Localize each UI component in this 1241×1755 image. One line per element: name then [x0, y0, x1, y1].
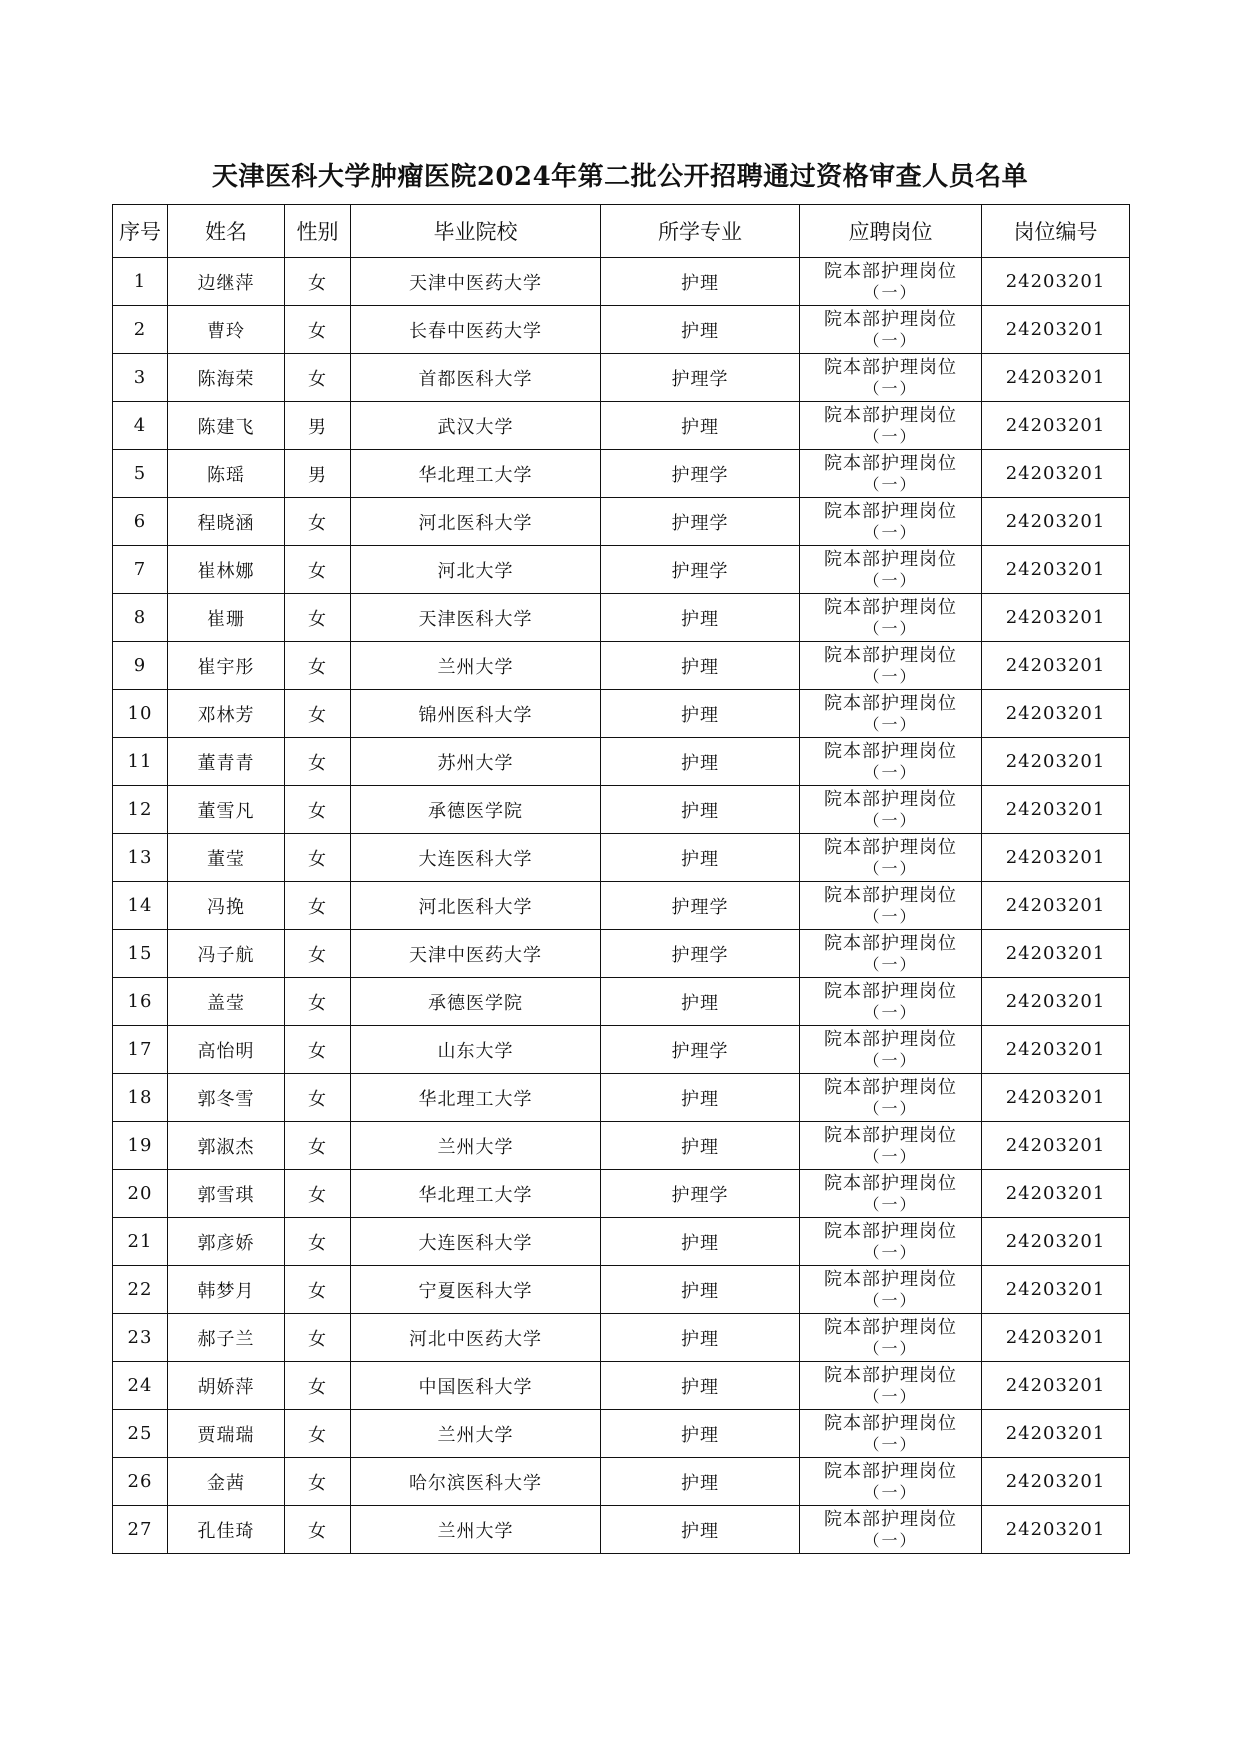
cell-major: 护理学 [601, 1026, 800, 1074]
cell-no: 18 [113, 1074, 168, 1122]
post-title: 院本部护理岗位 [824, 308, 957, 330]
cell-school: 苏州大学 [351, 738, 601, 786]
cell-gender: 女 [285, 1506, 351, 1554]
table-row [113, 882, 1130, 930]
cell-major: 护理 [601, 1314, 800, 1362]
cell-no: 24 [113, 1362, 168, 1410]
post-title: 院本部护理岗位 [824, 692, 957, 714]
cell-no: 27 [113, 1506, 168, 1554]
cell-code: 24203201 [982, 1218, 1130, 1266]
post-subtitle: （一） [863, 1290, 918, 1310]
cell-gender: 女 [285, 690, 351, 738]
cell-name: 董青青 [168, 738, 285, 786]
cell-no: 23 [113, 1314, 168, 1362]
cell-code: 24203201 [982, 498, 1130, 546]
cell-no: 17 [113, 1026, 168, 1074]
cell-no: 3 [113, 354, 168, 402]
cell-name: 陈海荣 [168, 354, 285, 402]
cell-no: 20 [113, 1170, 168, 1218]
cell-code: 24203201 [982, 306, 1130, 354]
cell-school: 天津中医药大学 [351, 930, 601, 978]
cell-post [800, 1458, 982, 1506]
cell-gender: 女 [285, 258, 351, 306]
cell-gender: 女 [285, 882, 351, 930]
cell-post [800, 354, 982, 402]
cell-post [800, 402, 982, 450]
cell-post [800, 594, 982, 642]
cell-name: 胡娇萍 [168, 1362, 285, 1410]
cell-gender: 女 [285, 306, 351, 354]
cell-name: 郭雪琪 [168, 1170, 285, 1218]
cell-school: 天津中医药大学 [351, 258, 601, 306]
cell-name: 边继萍 [168, 258, 285, 306]
post-subtitle: （一） [863, 810, 918, 830]
table-row [113, 1218, 1130, 1266]
post-subtitle: （一） [863, 1434, 918, 1454]
cell-major: 护理 [601, 402, 800, 450]
post-title: 院本部护理岗位 [824, 980, 957, 1002]
table-row [113, 930, 1130, 978]
cell-no: 6 [113, 498, 168, 546]
post-subtitle: （一） [863, 618, 918, 638]
post-title: 院本部护理岗位 [824, 836, 957, 858]
post-subtitle: （一） [863, 714, 918, 734]
cell-post [800, 1506, 982, 1554]
cell-no: 19 [113, 1122, 168, 1170]
post-subtitle: （一） [863, 1482, 918, 1502]
table-row [113, 642, 1130, 690]
cell-school: 天津医科大学 [351, 594, 601, 642]
cell-code: 24203201 [982, 1026, 1130, 1074]
cell-post [800, 498, 982, 546]
cell-code: 24203201 [982, 258, 1130, 306]
post-title: 院本部护理岗位 [824, 596, 957, 618]
cell-major: 护理 [601, 1410, 800, 1458]
cell-school: 武汉大学 [351, 402, 601, 450]
cell-major: 护理 [601, 1506, 800, 1554]
cell-name: 崔林娜 [168, 546, 285, 594]
cell-major: 护理 [601, 978, 800, 1026]
cell-major: 护理 [601, 642, 800, 690]
cell-code: 24203201 [982, 546, 1130, 594]
cell-post [800, 1074, 982, 1122]
post-subtitle: （一） [863, 1002, 918, 1022]
cell-major: 护理学 [601, 450, 800, 498]
cell-name: 曹玲 [168, 306, 285, 354]
cell-school: 河北医科大学 [351, 498, 601, 546]
cell-post [800, 1362, 982, 1410]
post-title: 院本部护理岗位 [824, 740, 957, 762]
cell-no: 9 [113, 642, 168, 690]
cell-code: 24203201 [982, 594, 1130, 642]
cell-post [800, 642, 982, 690]
cell-major: 护理学 [601, 546, 800, 594]
cell-gender: 女 [285, 786, 351, 834]
cell-school: 首都医科大学 [351, 354, 601, 402]
post-title: 院本部护理岗位 [824, 356, 957, 378]
table-row [113, 306, 1130, 354]
cell-major: 护理 [601, 690, 800, 738]
cell-name: 冯子航 [168, 930, 285, 978]
cell-school: 长春中医药大学 [351, 306, 601, 354]
cell-school: 华北理工大学 [351, 1170, 601, 1218]
cell-gender: 女 [285, 1410, 351, 1458]
cell-no: 4 [113, 402, 168, 450]
cell-code: 24203201 [982, 1458, 1130, 1506]
post-title: 院本部护理岗位 [824, 932, 957, 954]
cell-code: 24203201 [982, 1266, 1130, 1314]
cell-name: 董莹 [168, 834, 285, 882]
post-subtitle: （一） [863, 666, 918, 686]
cell-no: 11 [113, 738, 168, 786]
cell-major: 护理学 [601, 498, 800, 546]
table-row [113, 834, 1130, 882]
cell-no: 14 [113, 882, 168, 930]
cell-post [800, 450, 982, 498]
cell-school: 河北大学 [351, 546, 601, 594]
cell-major: 护理 [601, 1458, 800, 1506]
cell-major: 护理学 [601, 930, 800, 978]
cell-major: 护理学 [601, 1170, 800, 1218]
cell-school: 兰州大学 [351, 1410, 601, 1458]
post-subtitle: （一） [863, 378, 918, 398]
cell-major: 护理 [601, 1218, 800, 1266]
table-row [113, 1266, 1130, 1314]
table-row [113, 1170, 1130, 1218]
cell-post [800, 786, 982, 834]
cell-name: 陈建飞 [168, 402, 285, 450]
cell-gender: 女 [285, 1026, 351, 1074]
post-subtitle: （一） [863, 1146, 918, 1166]
table-row [113, 450, 1130, 498]
cell-post [800, 738, 982, 786]
post-title: 院本部护理岗位 [824, 452, 957, 474]
cell-name: 冯挽 [168, 882, 285, 930]
post-title: 院本部护理岗位 [824, 500, 957, 522]
post-subtitle: （一） [863, 1530, 918, 1550]
cell-code: 24203201 [982, 354, 1130, 402]
cell-name: 邓林芳 [168, 690, 285, 738]
cell-name: 盖莹 [168, 978, 285, 1026]
post-subtitle: （一） [863, 522, 918, 542]
cell-post [800, 1218, 982, 1266]
cell-name: 崔珊 [168, 594, 285, 642]
post-title: 院本部护理岗位 [824, 644, 957, 666]
cell-major: 护理 [601, 258, 800, 306]
cell-code: 24203201 [982, 642, 1130, 690]
post-subtitle: （一） [863, 426, 918, 446]
cell-gender: 女 [285, 1170, 351, 1218]
cell-major: 护理学 [601, 354, 800, 402]
cell-name: 郭冬雪 [168, 1074, 285, 1122]
post-subtitle: （一） [863, 1050, 918, 1070]
cell-no: 2 [113, 306, 168, 354]
post-title: 院本部护理岗位 [824, 884, 957, 906]
cell-post [800, 1026, 982, 1074]
cell-no: 12 [113, 786, 168, 834]
cell-name: 贾瑞瑞 [168, 1410, 285, 1458]
cell-gender: 男 [285, 450, 351, 498]
post-title: 院本部护理岗位 [824, 1508, 957, 1530]
cell-name: 高怡明 [168, 1026, 285, 1074]
cell-school: 华北理工大学 [351, 1074, 601, 1122]
post-subtitle: （一） [863, 330, 918, 350]
table-row [113, 402, 1130, 450]
cell-gender: 女 [285, 546, 351, 594]
cell-gender: 女 [285, 930, 351, 978]
cell-no: 10 [113, 690, 168, 738]
cell-name: 陈瑶 [168, 450, 285, 498]
cell-name: 崔宇彤 [168, 642, 285, 690]
cell-gender: 女 [285, 1362, 351, 1410]
cell-code: 24203201 [982, 1074, 1130, 1122]
cell-no: 22 [113, 1266, 168, 1314]
post-title: 院本部护理岗位 [824, 1316, 957, 1338]
cell-no: 21 [113, 1218, 168, 1266]
cell-post [800, 258, 982, 306]
column-header-post: 应聘岗位 [800, 205, 982, 258]
cell-name: 程晓涵 [168, 498, 285, 546]
cell-major: 护理 [601, 1362, 800, 1410]
table-row [113, 1458, 1130, 1506]
post-subtitle: （一） [863, 858, 918, 878]
column-header-no: 序号 [113, 205, 168, 258]
cell-post [800, 930, 982, 978]
post-subtitle: （一） [863, 474, 918, 494]
cell-code: 24203201 [982, 690, 1130, 738]
cell-gender: 女 [285, 642, 351, 690]
cell-school: 兰州大学 [351, 642, 601, 690]
cell-gender: 女 [285, 1074, 351, 1122]
post-subtitle: （一） [863, 1386, 918, 1406]
cell-major: 护理 [601, 1122, 800, 1170]
post-title: 院本部护理岗位 [824, 1220, 957, 1242]
cell-post [800, 882, 982, 930]
cell-code: 24203201 [982, 1410, 1130, 1458]
table-row [113, 498, 1130, 546]
cell-gender: 女 [285, 1266, 351, 1314]
post-title: 院本部护理岗位 [824, 1364, 957, 1386]
post-title: 院本部护理岗位 [824, 548, 957, 570]
table-row [113, 354, 1130, 402]
cell-school: 锦州医科大学 [351, 690, 601, 738]
cell-major: 护理 [601, 1266, 800, 1314]
cell-post [800, 1314, 982, 1362]
cell-code: 24203201 [982, 1170, 1130, 1218]
cell-code: 24203201 [982, 786, 1130, 834]
cell-school: 华北理工大学 [351, 450, 601, 498]
column-header-code: 岗位编号 [982, 205, 1130, 258]
cell-school: 河北中医药大学 [351, 1314, 601, 1362]
table-row [113, 258, 1130, 306]
post-title: 院本部护理岗位 [824, 1124, 957, 1146]
cell-gender: 女 [285, 498, 351, 546]
cell-gender: 女 [285, 1218, 351, 1266]
cell-code: 24203201 [982, 1122, 1130, 1170]
cell-no: 13 [113, 834, 168, 882]
cell-major: 护理 [601, 306, 800, 354]
cell-name: 董雪凡 [168, 786, 285, 834]
cell-code: 24203201 [982, 882, 1130, 930]
cell-school: 哈尔滨医科大学 [351, 1458, 601, 1506]
cell-code: 24203201 [982, 1314, 1130, 1362]
cell-major: 护理 [601, 738, 800, 786]
cell-post [800, 1266, 982, 1314]
cell-post [800, 690, 982, 738]
post-title: 院本部护理岗位 [824, 404, 957, 426]
cell-code: 24203201 [982, 978, 1130, 1026]
post-title: 院本部护理岗位 [824, 1460, 957, 1482]
cell-name: 郝子兰 [168, 1314, 285, 1362]
post-subtitle: （一） [863, 570, 918, 590]
table-body [113, 258, 1130, 1554]
cell-school: 大连医科大学 [351, 834, 601, 882]
cell-school: 河北医科大学 [351, 882, 601, 930]
cell-school: 兰州大学 [351, 1122, 601, 1170]
post-title: 院本部护理岗位 [824, 1076, 957, 1098]
table-row [113, 1122, 1130, 1170]
column-header-gender: 性别 [285, 205, 351, 258]
cell-gender: 女 [285, 1314, 351, 1362]
cell-post [800, 1410, 982, 1458]
post-subtitle: （一） [863, 1242, 918, 1262]
table-row [113, 1506, 1130, 1554]
cell-gender: 女 [285, 1458, 351, 1506]
cell-post [800, 1170, 982, 1218]
table-row [113, 978, 1130, 1026]
cell-gender: 女 [285, 978, 351, 1026]
post-title: 院本部护理岗位 [824, 1268, 957, 1290]
cell-code: 24203201 [982, 450, 1130, 498]
cell-code: 24203201 [982, 1506, 1130, 1554]
table-row [113, 1314, 1130, 1362]
cell-gender: 女 [285, 738, 351, 786]
post-subtitle: （一） [863, 1098, 918, 1118]
cell-no: 7 [113, 546, 168, 594]
cell-school: 宁夏医科大学 [351, 1266, 601, 1314]
post-subtitle: （一） [863, 1194, 918, 1214]
cell-gender: 女 [285, 1122, 351, 1170]
cell-name: 孔佳琦 [168, 1506, 285, 1554]
cell-name: 郭淑杰 [168, 1122, 285, 1170]
table-row [113, 546, 1130, 594]
cell-school: 大连医科大学 [351, 1218, 601, 1266]
table-row [113, 594, 1130, 642]
cell-code: 24203201 [982, 738, 1130, 786]
cell-no: 16 [113, 978, 168, 1026]
column-header-major: 所学专业 [601, 205, 800, 258]
cell-no: 25 [113, 1410, 168, 1458]
table-row [113, 1074, 1130, 1122]
cell-gender: 男 [285, 402, 351, 450]
cell-gender: 女 [285, 594, 351, 642]
page-title: 天津医科大学肿瘤医院2024年第二批公开招聘通过资格审查人员名单 [211, 162, 1029, 192]
cell-school: 承德医学院 [351, 978, 601, 1026]
cell-post [800, 834, 982, 882]
cell-major: 护理 [601, 834, 800, 882]
table-row [113, 738, 1130, 786]
table-row [113, 786, 1130, 834]
cell-code: 24203201 [982, 834, 1130, 882]
post-title: 院本部护理岗位 [824, 1172, 957, 1194]
cell-school: 兰州大学 [351, 1506, 601, 1554]
post-title: 院本部护理岗位 [824, 1028, 957, 1050]
cell-post [800, 306, 982, 354]
post-subtitle: （一） [863, 762, 918, 782]
post-subtitle: （一） [863, 282, 918, 302]
cell-post [800, 546, 982, 594]
cell-code: 24203201 [982, 1362, 1130, 1410]
table-row [113, 690, 1130, 738]
cell-school: 山东大学 [351, 1026, 601, 1074]
cell-no: 5 [113, 450, 168, 498]
post-title: 院本部护理岗位 [824, 260, 957, 282]
cell-gender: 女 [285, 354, 351, 402]
cell-major: 护理 [601, 1074, 800, 1122]
column-header-name: 姓名 [168, 205, 285, 258]
table-header-row [113, 205, 1130, 258]
table-row [113, 1410, 1130, 1458]
cell-post [800, 978, 982, 1026]
cell-name: 金茜 [168, 1458, 285, 1506]
cell-no: 15 [113, 930, 168, 978]
table-row [113, 1026, 1130, 1074]
cell-school: 承德医学院 [351, 786, 601, 834]
cell-no: 8 [113, 594, 168, 642]
post-title: 院本部护理岗位 [824, 1412, 957, 1434]
cell-major: 护理 [601, 786, 800, 834]
cell-gender: 女 [285, 834, 351, 882]
cell-name: 韩梦月 [168, 1266, 285, 1314]
cell-major: 护理 [601, 594, 800, 642]
cell-no: 1 [113, 258, 168, 306]
cell-post [800, 1122, 982, 1170]
cell-no: 26 [113, 1458, 168, 1506]
cell-name: 郭彦娇 [168, 1218, 285, 1266]
candidate-table [112, 204, 1130, 1554]
cell-school: 中国医科大学 [351, 1362, 601, 1410]
post-subtitle: （一） [863, 906, 918, 926]
column-header-school: 毕业院校 [351, 205, 601, 258]
post-subtitle: （一） [863, 1338, 918, 1358]
post-subtitle: （一） [863, 954, 918, 974]
cell-code: 24203201 [982, 930, 1130, 978]
cell-code: 24203201 [982, 402, 1130, 450]
cell-major: 护理学 [601, 882, 800, 930]
table-row [113, 1362, 1130, 1410]
post-title: 院本部护理岗位 [824, 788, 957, 810]
